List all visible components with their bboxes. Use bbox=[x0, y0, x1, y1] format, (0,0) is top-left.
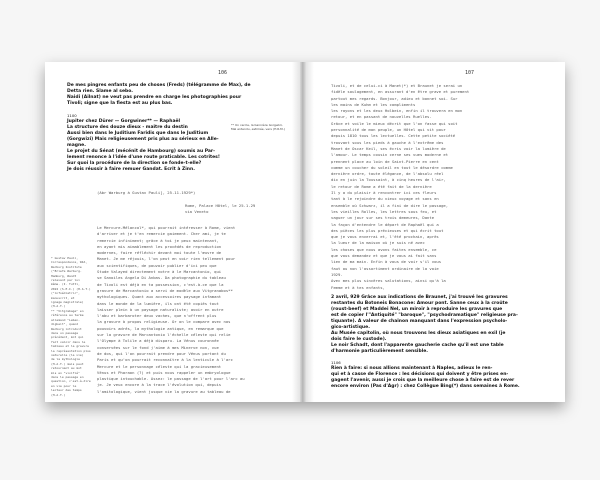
text-line: * Gustav Pauli, bbox=[51, 256, 79, 260]
text-line: laisser plein à un paysage naturaliste; avoir en outre bbox=[97, 306, 224, 312]
section-entry bbox=[67, 113, 232, 173]
text-line: faut ou non l'assortiment ordinaire de la voie bbox=[331, 265, 439, 271]
text-line: ("Briefe Warburg- bbox=[51, 269, 82, 274]
text-line: en ayant mis aimablement les procédés de reproduction bbox=[97, 243, 222, 249]
text-line: mythologiques. Quant aux accessoires paysage infamant bbox=[97, 294, 222, 300]
text-line: lien de ma main. Enfin à vous de voir s'il vous bbox=[331, 259, 442, 265]
text-line: (roust-beef) et Maddei Nel, un miroir à reproduire les gravures que bbox=[331, 307, 503, 312]
text-line: des pièces les plus précieuses et qui écrit tout bbox=[331, 227, 444, 233]
text-line: Paris et qu'on pourrait reconnaître à la lenticule à l'arc bbox=[97, 357, 233, 363]
text-line: gravure de Marcantonio a servi de modèle aux Vitgranabos** bbox=[97, 287, 233, 293]
text-line: l'Olympe à Tolile a déjà disparu. La Vénus couronnée bbox=[97, 338, 219, 344]
text-line: Hamburg, Wandt bbox=[51, 273, 77, 278]
text-line: Warburg Institute bbox=[51, 264, 82, 269]
text-line: (Gorgwizi) Mais religieusement pris plus au sérieux en Alle- bbox=[67, 137, 219, 142]
text-line: je. Je veux encore à la trace l'évolution qui, depuis bbox=[97, 382, 222, 388]
text-line: les mains de Kuhm et les compliments bbox=[331, 101, 416, 107]
text-line: pouvoirs adrés, la mythologie antique, en remarque que bbox=[97, 325, 224, 331]
text-line: Rien à faire: si nous allions maintenant à Naples, adieux le ren- bbox=[331, 366, 493, 371]
text-line: retour, et en passant de nouvelles Ruelles. bbox=[331, 114, 432, 120]
text-line: ensemble où Schwarz, il a fini de dire le passage, bbox=[331, 202, 449, 208]
text-line: d'harmonie particulièrement sensible. bbox=[331, 349, 428, 354]
text-line: Mal entendu, estimée, vers (H.R.M.) bbox=[231, 127, 285, 131]
section-entry bbox=[331, 360, 559, 390]
text-line: ** "Vitgrabage" en bbox=[51, 308, 84, 313]
intro-paragraph bbox=[67, 83, 289, 107]
text-line: gico-artistique. bbox=[331, 325, 370, 330]
text-line: ** Un cercle, la bannière Gorgwizi, bbox=[231, 123, 283, 127]
text-line: mis en "vivifié" bbox=[51, 370, 80, 375]
text-line: prennent place au loin de Saint-Pierre en cent bbox=[331, 158, 439, 164]
text-line: partout mes regards. Bonjour, adieu et bonnet soi. Sur bbox=[331, 95, 458, 101]
text-line: tableau et la gravure bbox=[51, 344, 89, 349]
page-number: 106 bbox=[218, 70, 228, 76]
letter-addressee: (Abr Warburg à Gustav Pauli], 25.11.1929*) bbox=[97, 190, 196, 195]
text-line: 2022 (S.E.I.) (H.A.T.) bbox=[51, 286, 91, 291]
text-line: plastique intouchable. Assez: le passage de l'art pour l'arc au bbox=[97, 376, 245, 382]
text-line: l'amitologique, vient jusque vie la gravure au tableau de bbox=[97, 388, 231, 394]
text-line: même. (I. Tutti, bbox=[51, 282, 80, 287]
text-line: Naidi (Ailnat) ne veut pas prendre en charge les photographies pour bbox=[67, 95, 242, 100]
text-line: Le noir Schadt, dont l'apparente gaucherie cache qu'il est une table bbox=[331, 343, 504, 348]
text-line: Manet de Oscar Keil, ses écris voir la lumière de bbox=[331, 145, 446, 151]
text-line: les rayons et les deux Holbein, enfin il trouvera en mon bbox=[331, 108, 463, 114]
text-line: dernière ordre, toute élégance, de l'absolu réel bbox=[331, 171, 444, 177]
page-number: 107 bbox=[465, 70, 475, 76]
text-line: d'arriver et je t'en remercie gaiement. Cher ami, je te bbox=[97, 231, 226, 237]
text-line: Femme et à tes enfants, bbox=[331, 284, 385, 290]
text-line: l'abu et barbaroter deux vaches, que n'offrent plus bbox=[97, 313, 217, 319]
text-line: Manet. Je me réjouis, l'on peut en voir rien tellement pour bbox=[97, 256, 236, 262]
text-line: le retour de Rome a été fait de la dernière bbox=[331, 183, 432, 189]
text-line: magne. bbox=[67, 143, 86, 148]
text-line: lement renonce à l'idée d'une route praticable. Les cotrites! bbox=[67, 155, 220, 160]
text-line: naturelle (la vie) bbox=[51, 352, 84, 357]
text-line: tiquante). A valeur de chaînon manquant dans l'expression psycholo- bbox=[331, 319, 508, 324]
text-line: Mercure et le personnage céleste qui la gracieusement bbox=[97, 363, 222, 369]
text-line: Detta rien. Slame al sebo. bbox=[67, 89, 134, 94]
right-page bbox=[303, 62, 565, 402]
text-line: dois faire le custode). bbox=[331, 337, 387, 342]
text-line: gagent l'avenir, aussi je crois que la meilleure chose à faire est de rever bbox=[331, 378, 515, 383]
text-line: Correspondance, WIA, bbox=[51, 260, 88, 265]
text-line: dix en juin la Toussaint, à cinq heures de l'air, bbox=[331, 177, 446, 183]
section-number: 1100 bbox=[67, 113, 77, 118]
text-line: l'amour. Le temps cousin cerne ses vues moderne et bbox=[331, 152, 449, 158]
letter-place-date bbox=[185, 203, 295, 214]
text-line: modernes, faire réfléchir devant moi toute l'œuvre de bbox=[97, 250, 222, 256]
text-line: trouvant sous les pieds à gauche à l'extrême des bbox=[331, 139, 444, 145]
text-line: sur la gravure de Marcantonio l'échelle céleste qui relie bbox=[97, 332, 231, 338]
text-line: remercie infiniment; grâce à toi je peux maintenant, bbox=[97, 237, 219, 243]
text-line: dans le passage en bbox=[51, 374, 84, 379]
text-line: précédent, mot qui bbox=[51, 335, 84, 340]
text-line: Aussi bien dans le Juditium Faridis que dans le Juditium bbox=[67, 131, 209, 136]
text-line: en vie pour le bbox=[51, 383, 77, 388]
text-line: 1929. bbox=[331, 271, 343, 277]
text-line: manuscrit, et bbox=[51, 295, 75, 300]
text-line: que je vous enverrai et, l'été prochain, après bbox=[331, 234, 439, 240]
text-line: Au Musée capitolin, où nous trouvons les dieux asiatiques en exil (je bbox=[331, 331, 506, 336]
text-line: Rome, Palace Hôtel, le 25.1.29 bbox=[185, 203, 256, 208]
text-line: 2 avril, 929 Grâce aux indications de Braunet, j'ai trouvé les gravures bbox=[331, 295, 508, 300]
text-line: (H.A.T.) bbox=[51, 392, 66, 397]
text-line: allemand "Leben- bbox=[51, 317, 80, 322]
text-line: via Veneto bbox=[185, 208, 209, 214]
text-line: Vénus et Pharaon (?) et puis nous rappeler un embryologue bbox=[97, 369, 231, 375]
text-line: de la mythologie bbox=[51, 357, 80, 362]
text-line: Je dois réussir à faire remuer Gandat. Ecrit à Zinn. bbox=[67, 167, 195, 172]
text-line: aux scientifiques, de pouvoir publier d'ici peu que bbox=[97, 262, 217, 268]
letter-body bbox=[97, 225, 297, 395]
text-line: question, c'est-à-dire bbox=[51, 379, 91, 384]
text-line: Tivoli, et de celui-ci à Manet(*) et Braunet je serai un bbox=[331, 83, 463, 88]
text-line: que vous demandez et que je vous ai fait sans bbox=[331, 253, 437, 259]
letter-continuation bbox=[331, 83, 559, 291]
text-line: fait valoir dans le bbox=[51, 339, 86, 344]
text-line: retournant au mot bbox=[51, 366, 82, 371]
text-line: Avec mes plus sincères salutations, ainsi qu'à la bbox=[331, 278, 446, 284]
text-line: Il y a du plaisir à rencontrer ici ces fleurs bbox=[331, 190, 437, 196]
text-line: digkeit", quand bbox=[51, 322, 79, 327]
text-line: la façon d'entendre le départ de Raphaël qui a bbox=[331, 221, 439, 227]
text-line: référence au terme bbox=[51, 313, 84, 318]
text-line: Le projet du Sénat (mécénit de Hambourg) soumis au Par- bbox=[67, 149, 216, 154]
text-line: qui et à casse de Florence : les décisions qui doivent y être prises en- bbox=[331, 372, 509, 377]
section-number: 1106 bbox=[331, 360, 341, 365]
left-page bbox=[45, 62, 300, 402]
text-line: de dos, qui l'on pourrait prendre pour Vénus portant du bbox=[97, 350, 226, 356]
text-line: relevant par lui bbox=[51, 278, 80, 283]
text-line: Tivoli; signe que la fiesta est au plus bas. bbox=[67, 101, 173, 106]
text-line: Warburg introduit bbox=[51, 326, 82, 331]
section-heading: Jupiter chez Dürer — Gorgwiner** — Raphaël bbox=[67, 119, 181, 124]
text-line: vaguer un jour sur ses trois demeures, Dante bbox=[331, 215, 435, 221]
text-line: de Tivoli est déjà en ta possession, c'est-à-ce que la bbox=[97, 281, 224, 287]
text-line: les vieilles Rolles, les lettres sous feu, et bbox=[331, 208, 437, 214]
text-line: (H.A.T.) mais peut bbox=[51, 361, 84, 366]
text-line: est de copier l'"Antiquité" "baroque", "psychodramatique" religieuse pra- bbox=[331, 313, 518, 318]
margin-footnote bbox=[231, 123, 293, 131]
text-line: Sur quoi la procédure de la direction se fonde-t-elle? bbox=[67, 161, 202, 166]
text-line: personnalité de mon peuple, un Hôtel qui vit pour bbox=[331, 127, 446, 133]
text-line: (H.A.T.) bbox=[51, 304, 66, 309]
text-line: ignage magistrale) bbox=[51, 300, 84, 305]
text-line: ("infoédiatric", bbox=[51, 291, 80, 296]
text-line: tant à le rejoindre du vieux voyage et sans en bbox=[331, 196, 439, 202]
text-line: la gravure à propos religieuse. Or on le compare avec nos bbox=[97, 319, 231, 325]
text-line: depuis 1810 tous les lectuelles. Cette petite société bbox=[331, 133, 456, 139]
text-line: dans le monde de la lumière, ils ont été copiés tout bbox=[97, 300, 219, 306]
text-line: fidèle soulagement, en assurant d'en être grave et purement bbox=[331, 89, 470, 95]
text-line: restantes du Botoneis Bonacone: Amour pont. Sanne ceux à la croûte bbox=[331, 301, 508, 306]
text-line: les choses que nous avons faites ensemble, ce bbox=[331, 246, 437, 252]
sidenote bbox=[51, 256, 95, 397]
text-line: Grâce et voile le mieux décrit que l'on fasse qui soit bbox=[331, 120, 458, 126]
text-line: lecteur des temps bbox=[51, 388, 82, 393]
text-line: la lueur de la maison où je suis né avec bbox=[331, 240, 425, 246]
book-spread bbox=[45, 62, 565, 402]
text-line: se Sanoiles Angela Di Anbas. Da photographie du tableau bbox=[97, 275, 226, 281]
text-line: De mes pingres enfants peu de choses (Freds) (télégramme de Max), de bbox=[67, 83, 251, 88]
text-line: conservées sur le fond j'aime à mes Minerve non, vue bbox=[97, 344, 219, 350]
text-line: comme un coucher du soleil en tout le désordre comme bbox=[331, 164, 453, 170]
text-line: Le Mercure-Mélancol*, qui pourrait intéresser à Rome, vient bbox=[97, 225, 236, 230]
text-line: La structure des douze dieux - maître du destin bbox=[67, 125, 188, 130]
text-line: dans un passage bbox=[51, 330, 79, 335]
text-line: Stude Valayed directement notre à le Marcantonio, qui bbox=[97, 269, 222, 275]
text-line: encore environ (Pas d'Agr) : chez Collègue Bing(*) dans semaines à Rome. bbox=[331, 384, 520, 389]
entry-paragraph bbox=[331, 295, 559, 355]
text-line: la représentation plus bbox=[51, 348, 91, 353]
